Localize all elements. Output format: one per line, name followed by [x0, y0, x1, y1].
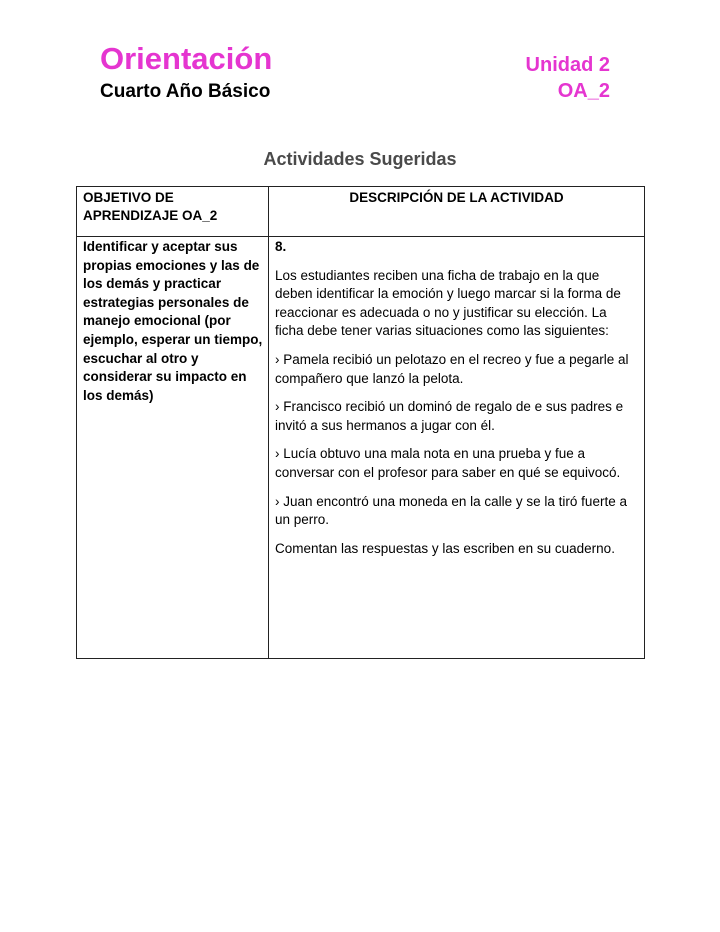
table-row [77, 237, 645, 659]
table-header-row [77, 187, 645, 237]
description-column-header: DESCRIPCIÓN DE LA ACTIVIDAD [269, 187, 645, 237]
situation-item: › Francisco recibió un dominó de regalo de e sus padres e invitó a sus hermanos a jugar con él. [275, 399, 624, 433]
activity-description-cell [269, 237, 645, 659]
grade-label: Cuarto Año Básico [100, 81, 271, 102]
document-header-right [526, 52, 610, 104]
section-title: Actividades Sugeridas [263, 149, 457, 169]
situation-item: › Juan encontró una moneda en la calle y se la tiró fuerte a un perro. [275, 493, 627, 528]
situation-item: › Lucía obtuvo una mala nota en una prueba y fue a conversar con el profesor para saber en qué se equivocó. [275, 446, 621, 480]
activity-number: 8. [275, 239, 287, 254]
learning-objective-cell: Identificar y aceptar sus propias emociones y las de los demás y practicar estrategias personales de manejo emocional (por ejemplo, esperar un tiempo, escuchar al otro y considerar su impacto en los demás) [77, 237, 269, 659]
activity-closing: Comentan las respuestas y las escriben en su cuaderno. [275, 540, 615, 556]
unit-label: Unidad 2 [525, 54, 610, 76]
objective-column-header: OBJETIVO DE APRENDIZAJE OA_2 [77, 187, 269, 237]
subject-title: Orientación [100, 41, 273, 76]
activity-intro: Los estudiantes reciben una ficha de trabajo en la que deben identificar la emoción y luego marcar si la forma de reaccionar es adecuada o no y justificar su elección. La ficha debe tener varias situaciones como las siguientes: [275, 267, 621, 339]
situation-item: › Pamela recibió un pelotazo en el recreo y fue a pegarle al compañero que lanzó la pelota. [275, 351, 629, 386]
document-header-left [100, 40, 272, 104]
activity-table [76, 186, 645, 659]
oa-label: OA_2 [557, 80, 610, 102]
